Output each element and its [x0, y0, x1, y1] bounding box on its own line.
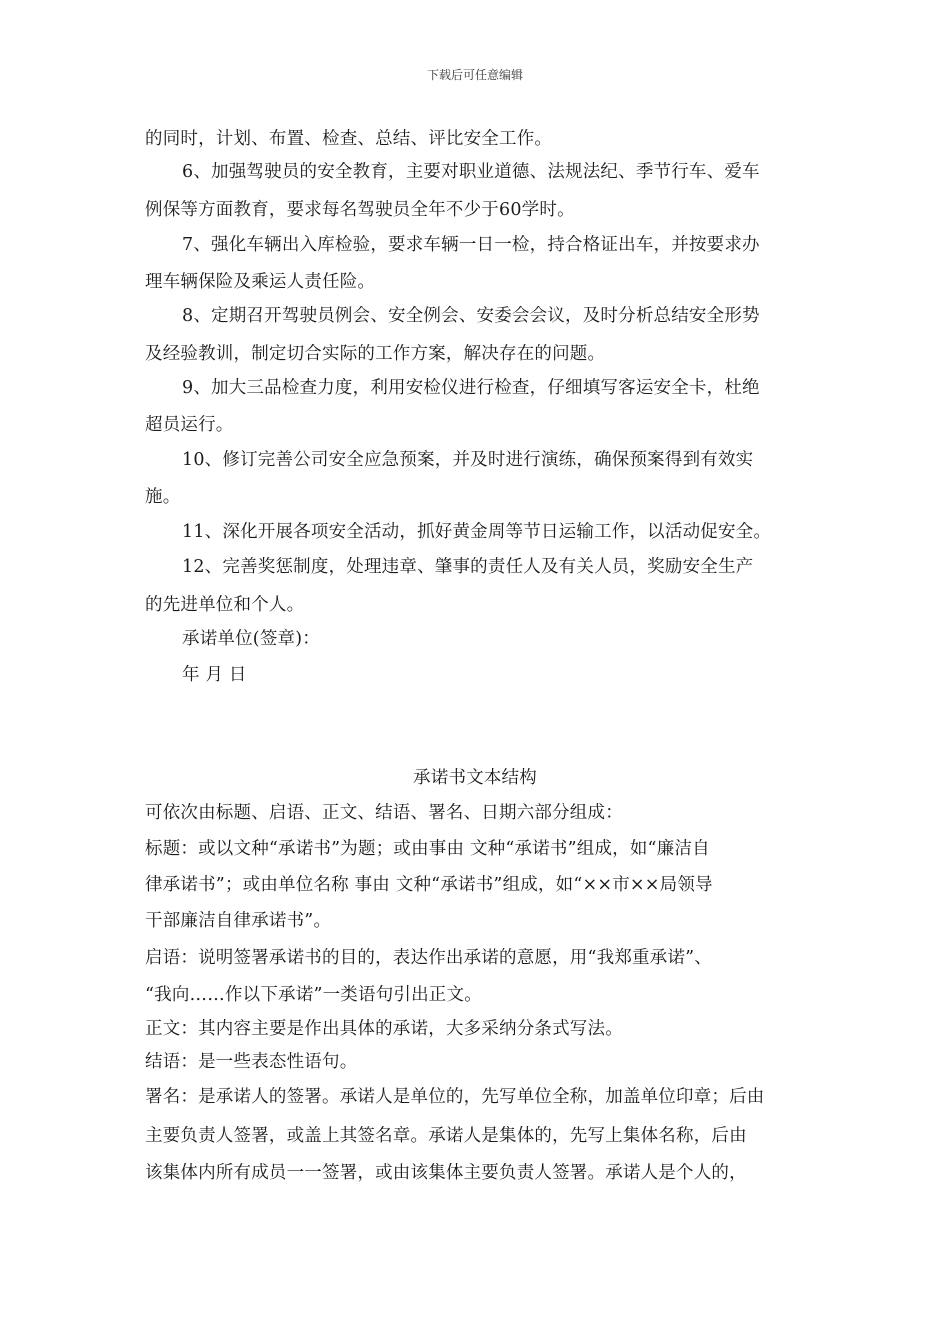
paragraph-line: 的同时，计划、布置、检查、总结、评比安全工作。 — [145, 129, 553, 149]
date-placeholder: 年 月 日 — [182, 665, 247, 685]
paragraph-line: 署名：是承诺人的签署。承诺人是单位的，先写单位全称，加盖单位印章；后由 — [145, 1087, 765, 1107]
paragraph-line: 9、加大三品检查力度，利用安检仪进行检查，仔细填写客运安全卡，杜绝 — [182, 378, 760, 398]
paragraph-line: 启语：说明签署承诺书的目的，表达作出承诺的意愿，用“我郑重承诺”、 — [145, 948, 712, 968]
paragraph-line: 可依次由标题、启语、正文、结语、署名、日期六部分组成： — [145, 803, 623, 823]
paragraph-line: 的先进单位和个人。 — [145, 595, 305, 615]
paragraph-line: 结语：是一些表态性语句。 — [145, 1052, 358, 1072]
paragraph-line: 主要负责人签署，或盖上其签名章。承诺人是集体的，先写上集体名称，后由 — [145, 1126, 747, 1146]
paragraph-line: 理车辆保险及乘运人责任险。 — [145, 272, 376, 292]
paragraph-line: 10、修订完善公司安全应急预案，并及时进行演练，确保预案得到有效实 — [182, 450, 754, 470]
paragraph-line: 该集体内所有成员一一签署，或由该集体主要负责人签署。承诺人是个人的， — [145, 1163, 747, 1183]
paragraph-line: 正文：其内容主要是作出具体的承诺，大多采纳分条式写法。 — [145, 1019, 623, 1039]
signature-unit-label: 承诺单位(签章)： — [182, 629, 320, 649]
paragraph-line: 12、完善奖惩制度，处理违章、肇事的责任人及有关人员，奖励安全生产 — [182, 557, 754, 577]
paragraph-line: 8、定期召开驾驶员例会、安全例会、安委会会议，及时分析总结安全形势 — [182, 306, 760, 326]
paragraph-line: 6、加强驾驶员的安全教育，主要对职业道德、法规法纪、季节行车、爱车 — [182, 162, 760, 182]
paragraph-line: 施。 — [145, 487, 181, 507]
paragraph-line: 例保等方面教育，要求每名驾驶员全年不少于60学时。 — [145, 200, 575, 220]
paragraph-line: 标题：或以文种“承诺书”为题；或由事由 文种“承诺书”组成，如“廉洁自 — [145, 839, 710, 859]
paragraph-line: 11、深化开展各项安全活动，抓好黄金周等节日运输工作，以活动促安全。 — [182, 522, 772, 542]
section-title: 承诺书文本结构 — [413, 768, 537, 788]
header-note: 下载后可任意编辑 — [426, 68, 523, 82]
paragraph-line: 超员运行。 — [145, 415, 234, 435]
paragraph-line: 及经验教训，制定切合实际的工作方案，解决存在的问题。 — [145, 344, 606, 364]
paragraph-line: 7、强化车辆出入库检验，要求车辆一日一检，持合格证出车，并按要求办 — [182, 235, 760, 255]
paragraph-line: 干部廉洁自律承诺书”。 — [145, 911, 332, 931]
paragraph-line: “我向……作以下承诺”一类语句引出正文。 — [145, 985, 482, 1005]
paragraph-line: 律承诺书”；或由单位名称 事由 文种“承诺书”组成，如“××市××局领导 — [145, 875, 713, 895]
